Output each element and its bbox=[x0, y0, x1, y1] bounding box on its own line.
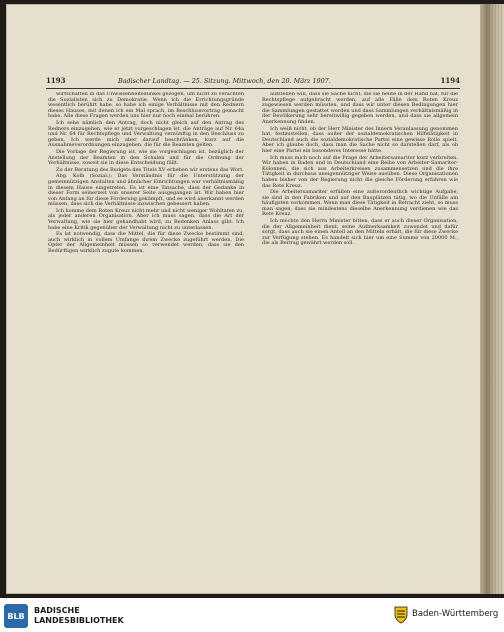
paragraph: Ich sehe nämlich den Antrag, doch nicht gleich auf den Antrag des Redners einzugehen, wie er jetzt vorgeschlagen ist, die Anträge auf Nr. 64a und Nr. 64 für Rechtspflege und Verwaltung vernünftig in den Beschluss zu geben. Ich werde mich aber darauf beschränken, kurz auf die Ausnahmeverordnungen einzugehen, die für die Beamten gelten. bbox=[48, 119, 244, 149]
paragraph: Ich komme dem Roten Kreuz nicht mehr und nicht weniger Wohltaten zu, als jeder anderen Organisation. Aber ich muss sagen, dass die Art der Verwaltung, wie sie hier gehandhabt wird, zu Bedenken Anlass gibt. Ich habe eine Kritik gegenüber der Verwaltung nicht zu unterlassen. bbox=[48, 207, 244, 231]
page-number-left: 1193 bbox=[46, 76, 66, 85]
paragraph: Ich möchte den Herrn Minister bitten, dass er auch dieser Organisation, die der Allgemeinheit dient, seine Aufmerksamkeit zuwendet und dafür sorgt, dass auch sie einen Anteil an den Mitteln erhält, die für diese Zwecke zur Verfügung stehen. Es handelt sich hier um eine Summe von 20000 M., die als Beitrag gewährt werden soll. bbox=[262, 218, 458, 247]
paragraph: wirtschaften in das Unwissenheitsdunkel gezogen, um nicht zu verachten die Sozialisten sich zu Demokratie. Wenn ich die Errichtungsgründe wesentlich berührt habe, so habe ich einige Verhältnisse mit den Rednern dieses Hauses, mit denen ich ein Mal sprach, im Beschlussvortrag gemacht habe. Alle diese Fragen werden uns hier nur noch einmal berühren. bbox=[48, 92, 244, 120]
paragraph: Abg. Kolb (Sozial.): Das Verständnis für die Unterstützung der gemeinnützigen Anstalten und ähnlicher Einrichtungen war verhältnismäßig in diesem Hause eingetreten. Es ist eine Tatsache, dass der Gedanke in dieser Form seinerzeit von unserer Seite ausgegangen ist. Wir haben hier von Anfang an für diese Forderung gekämpft, und es wird anerkannt werden müssen, dass sich die Verhältnisse inzwischen gebessert haben. bbox=[48, 173, 244, 208]
running-header bbox=[46, 76, 466, 88]
library-name-line1: BADISCHE bbox=[34, 606, 80, 615]
session-title: Badischer Landtag. — 25. Sitzung. Mittwoch, den 20. März 1907. bbox=[118, 77, 331, 85]
paragraph: Ich muss mich noch auf die Frage der Arbeitersamariter kurz verbreiten. Wir haben in Baden und in Deutschland eine Reihe von Arbeiter-Samariter-Kolonnen, die sich aus Arbeiterkreisen zusammensetzen und die ihre Tätigkeit in durchaus uneigennütziger Weise ausüben. Diese Organisationen haben bisher von der Regierung nicht die gleiche Förderung erfahren wie das Rote Kreuz. bbox=[262, 154, 458, 189]
library-name-line2: LANDESBIBLIOTHEK bbox=[34, 616, 124, 625]
paragraph: Ich weiß nicht, ob der Herr Minister des Innern Veranlassung genommen hat, festzustellen, dass außer der sozialdemokratischen Hilfstätigkeit in Deutschland auch die sozialdemokratische Partei eine gewisse Rolle spielt. Aber ich glaube doch, dass man die Sache nicht so darstellen darf, als ob hier eine Partei ein besonderes Interesse hätte. bbox=[262, 125, 458, 154]
paragraph: Die Arbeitersamariter erfüllen eine außerordentlich wichtige Aufgabe, sie sind in den Fabriken und auf den Bauplätzen tätig, wo die Unfälle am häufigsten vorkommen. Wenn man diese Tätigkeit in Betracht zieht, so muss man sagen, dass sie mindestens dieselbe Anerkennung verdienen wie das Rote Kreuz. bbox=[262, 189, 458, 218]
scanned-page bbox=[6, 4, 486, 594]
page-number-right: 1194 bbox=[440, 76, 460, 85]
header-rule bbox=[46, 88, 460, 89]
library-name[interactable] bbox=[34, 606, 124, 626]
paragraph: Zu der Beratung des Budgets des Titels XV erheben wir erstens das Wort. bbox=[56, 166, 244, 173]
paragraph: Die Vorlage der Regierung ist, wie sie vorgeschlagen ist, bezüglich der Anstellung der Beamten in den Schulen und für die Ordnung der Verhältnisse, soweit sie in diese Entscheidung fällt. bbox=[48, 148, 244, 167]
paragraph: Es ist notwendig, dass die Mittel, die für diese Zwecke bestimmt sind, auch wirklich in vollem Umfange ihrem Zwecke zugeführt werden. Die Opfer der Allgemeinheit müssen so verwendet werden, dass sie den Bedürftigen wirklich zugute kommen. bbox=[48, 231, 244, 255]
text-column-right bbox=[262, 92, 458, 562]
coat-of-arms-icon[interactable] bbox=[394, 606, 408, 624]
footer-bar bbox=[0, 598, 504, 632]
page-edges bbox=[486, 4, 504, 594]
paragraph: aufstellen will, dass sie Sache nicht, die sie heute in der Hand hat, für die Rechtspflege aufgebracht werden, auf alle Fälle dem Roten Kreuz zugewiesen werden müssten, und dass wir unter diesen Bedingungen hier die Sammlungen gestattet werden und dass Sammlungen verhältnismäßig in der Bevölkerung sehr bereitwillig gegeben werden, und dass sie allgemein Anerkennung finden. bbox=[262, 92, 458, 125]
text-column-left bbox=[48, 92, 244, 562]
blb-logo-icon[interactable]: BLB bbox=[4, 604, 28, 628]
state-name[interactable]: Baden-Württemberg bbox=[412, 609, 499, 619]
